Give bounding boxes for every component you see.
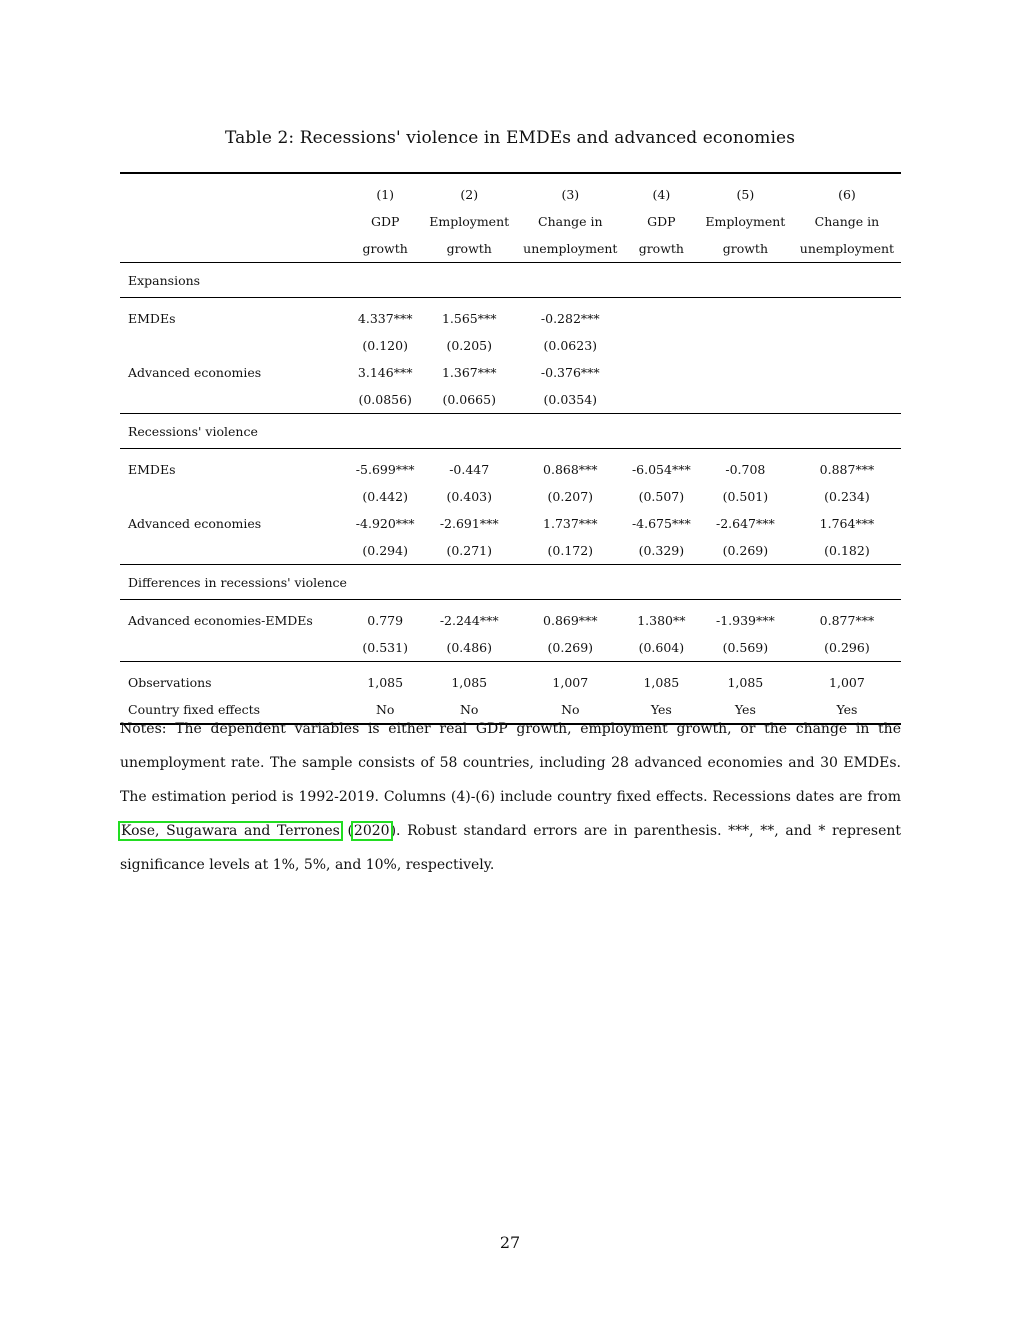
header-row-line1 xyxy=(120,208,901,235)
coef: 0.779 xyxy=(348,600,423,635)
page-number: 27 xyxy=(499,1233,521,1252)
fe-value: Yes xyxy=(698,696,793,724)
table-caption: Table 2: Recessions' violence in EMDEs and advanced economies xyxy=(224,128,796,148)
table-row xyxy=(120,600,901,635)
std-error: (0.172) xyxy=(547,543,594,558)
notes-line4-rest: ). Robust standard errors are in parenthesis. ***, **, and * represent xyxy=(390,823,901,839)
table-row xyxy=(120,359,901,386)
coef: 1.565*** xyxy=(423,298,516,333)
col-number: (3) xyxy=(516,173,625,208)
coef xyxy=(625,298,698,333)
col-number: (4) xyxy=(625,173,698,208)
coef: -4.675*** xyxy=(631,516,691,531)
std-error xyxy=(793,386,901,414)
obs-value: 1,007 xyxy=(516,662,625,697)
std-error: (0.531) xyxy=(362,640,408,655)
coef: 0.869*** xyxy=(516,600,625,635)
table-row-se xyxy=(120,483,901,510)
std-error: (0.329) xyxy=(638,543,685,558)
obs-value: 1,085 xyxy=(698,662,793,697)
section-header-expansions xyxy=(120,263,901,298)
fe-value: No xyxy=(348,696,423,724)
std-error: (0.0623) xyxy=(543,338,598,353)
coef: -0.447 xyxy=(423,449,516,484)
citation-authors-link[interactable]: Kose, Sugawara and Terrones xyxy=(121,823,340,839)
std-error: (0.271) xyxy=(446,543,492,558)
std-error: (0.403) xyxy=(446,489,492,504)
std-error: (0.442) xyxy=(362,489,408,504)
coef: 1.764*** xyxy=(819,516,875,531)
notes-line: unemployment rate. The sample consists of 58 countries, including 28 advanced economies and 30 EMDEs. xyxy=(120,755,901,771)
coef: -4.920*** xyxy=(355,516,415,531)
std-error xyxy=(698,386,793,414)
notes-line: Notes: The dependent variables is either real GDP growth, employment growth, or the change in the xyxy=(120,721,901,737)
cite-open: ( xyxy=(340,823,353,839)
std-error xyxy=(793,332,901,359)
coef: 1.380** xyxy=(625,600,698,635)
obs-value: 1,007 xyxy=(793,662,901,697)
std-error: (0.507) xyxy=(638,489,685,504)
std-error xyxy=(625,386,698,414)
table-notes xyxy=(120,712,901,882)
table-row xyxy=(120,510,901,537)
coef: 0.887*** xyxy=(793,449,901,484)
citation-year-link[interactable]: 2020 xyxy=(353,823,390,839)
std-error: (0.569) xyxy=(722,640,769,655)
table-row-se xyxy=(120,634,901,662)
row-label: Advanced economies-EMDEs xyxy=(120,600,348,635)
std-error: (0.234) xyxy=(824,489,870,504)
section-title: Expansions xyxy=(120,263,901,298)
std-error xyxy=(698,332,793,359)
row-label: Observations xyxy=(120,662,348,697)
obs-value: 1,085 xyxy=(423,662,516,697)
std-error: (0.296) xyxy=(824,640,870,655)
observations-row xyxy=(120,662,901,697)
fe-value: Yes xyxy=(625,696,698,724)
std-error: (0.501) xyxy=(722,489,769,504)
coef: -2.647*** xyxy=(715,516,775,531)
col-header: growth xyxy=(446,241,492,256)
table-row xyxy=(120,298,901,333)
coef xyxy=(698,359,793,386)
coef: -2.691*** xyxy=(439,516,499,531)
notes-line-citation xyxy=(120,814,901,848)
notes-line: significance levels at 1%, 5%, and 10%, respectively. xyxy=(120,857,495,873)
coef: 0.877*** xyxy=(793,600,901,635)
std-error: (0.120) xyxy=(362,338,408,353)
std-error: (0.604) xyxy=(638,640,685,655)
row-label: Advanced economies xyxy=(128,516,262,531)
obs-value: 1,085 xyxy=(348,662,423,697)
std-error: (0.182) xyxy=(824,543,870,558)
row-label: Country fixed effects xyxy=(120,696,348,724)
fe-value: No xyxy=(516,696,625,724)
col-number: (5) xyxy=(698,173,793,208)
col-header: GDP xyxy=(647,214,676,229)
section-title: Recessions' violence xyxy=(120,414,901,449)
col-header: growth xyxy=(638,241,684,256)
std-error: (0.269) xyxy=(722,543,769,558)
obs-value: 1,085 xyxy=(625,662,698,697)
coef: -2.244*** xyxy=(423,600,516,635)
col-header: growth xyxy=(722,241,769,256)
coef: -0.376*** xyxy=(540,365,600,380)
row-label: EMDEs xyxy=(120,449,348,484)
section-header-violence xyxy=(120,414,901,449)
section-header-differences xyxy=(120,565,901,600)
header-row-numbers xyxy=(120,173,901,208)
std-error: (0.207) xyxy=(547,489,594,504)
header-row-line2 xyxy=(120,235,901,263)
col-header: Change in xyxy=(814,214,880,229)
col-header: GDP xyxy=(370,214,400,229)
std-error: (0.0354) xyxy=(543,392,598,407)
col-header: Change in xyxy=(538,214,603,229)
std-error: (0.205) xyxy=(446,338,492,353)
coef xyxy=(625,359,698,386)
std-error: (0.0665) xyxy=(442,392,496,407)
table-row xyxy=(120,449,901,484)
table-row-se xyxy=(120,332,901,359)
fe-value: No xyxy=(423,696,516,724)
col-header: Employment xyxy=(705,214,786,229)
coef: 0.868*** xyxy=(516,449,625,484)
section-title: Differences in recessions' violence xyxy=(120,565,901,600)
col-header: unemployment xyxy=(523,241,618,256)
std-error xyxy=(625,332,698,359)
fe-value: Yes xyxy=(793,696,901,724)
std-error: (0.0856) xyxy=(358,392,412,407)
coef xyxy=(793,359,901,386)
coef: -6.054*** xyxy=(625,449,698,484)
col-header: Employment xyxy=(429,214,510,229)
coef xyxy=(698,298,793,333)
coef: 1.367*** xyxy=(441,365,497,380)
coef: 4.337*** xyxy=(348,298,423,333)
std-error: (0.294) xyxy=(362,543,408,558)
coef: -0.282*** xyxy=(516,298,625,333)
std-error: (0.486) xyxy=(446,640,492,655)
table-row-se xyxy=(120,386,901,414)
col-number: (2) xyxy=(423,173,516,208)
regression-table xyxy=(120,172,901,725)
row-label: Advanced economies xyxy=(128,365,262,380)
std-error: (0.269) xyxy=(547,640,594,655)
table-row-se xyxy=(120,537,901,565)
row-label: EMDEs xyxy=(120,298,348,333)
coef: 1.737*** xyxy=(543,516,598,531)
col-header: unemployment xyxy=(799,241,895,256)
col-number: (6) xyxy=(793,173,901,208)
coef xyxy=(793,298,901,333)
col-header: growth xyxy=(362,241,408,256)
coef: -5.699*** xyxy=(348,449,423,484)
notes-line: The estimation period is 1992-2019. Columns (4)-(6) include country fixed effects. Recessions dates are from xyxy=(120,789,901,805)
coef: -1.939*** xyxy=(698,600,793,635)
coef: 3.146*** xyxy=(357,365,413,380)
col-number: (1) xyxy=(348,173,423,208)
coef: -0.708 xyxy=(698,449,793,484)
